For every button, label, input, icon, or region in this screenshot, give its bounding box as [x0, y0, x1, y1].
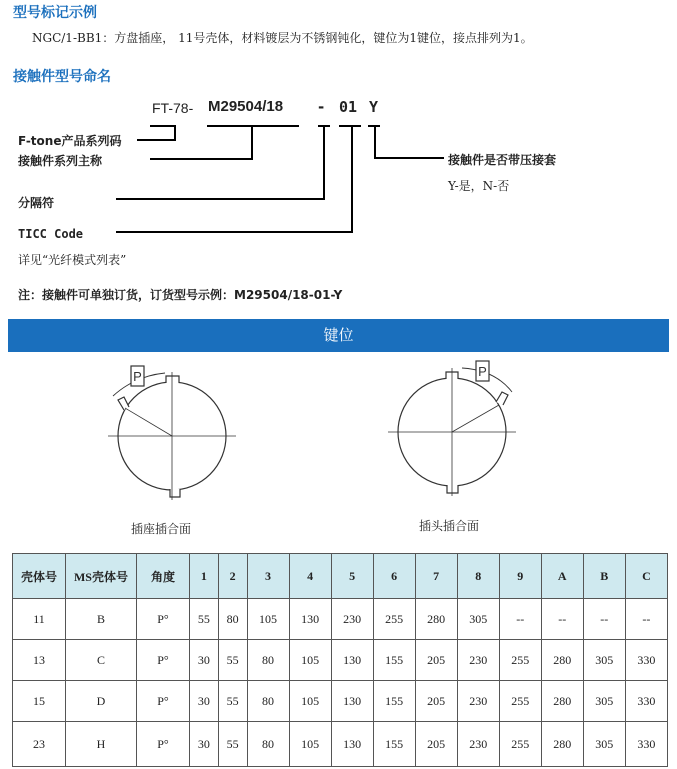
table-cell: 80 — [218, 599, 247, 640]
table-cell: 330 — [625, 722, 667, 767]
label-ticc-note: 详见“光纤模式列表” — [18, 253, 127, 267]
col-angle: 角度 — [137, 554, 190, 599]
col-key-6: 6 — [373, 554, 415, 599]
table-cell: 105 — [289, 640, 331, 681]
col-key-8: 8 — [457, 554, 499, 599]
col-key-5: 5 — [331, 554, 373, 599]
table-cell: 305 — [583, 640, 625, 681]
table-row — [13, 599, 668, 640]
table-cell: 205 — [415, 640, 457, 681]
table-cell: 255 — [499, 681, 541, 722]
table-row — [13, 640, 668, 681]
table-cell: 80 — [247, 640, 289, 681]
table-cell: 105 — [289, 722, 331, 767]
col-key-7: 7 — [415, 554, 457, 599]
plug-caption: 插头插合面 — [419, 519, 480, 533]
table-cell: -- — [625, 599, 667, 640]
col-shell-size: 壳体号 — [13, 554, 66, 599]
plug-angle-marker: P — [478, 364, 487, 379]
table-row — [13, 722, 668, 767]
plug-diagram — [388, 361, 516, 496]
table-cell: C — [66, 640, 137, 681]
table-cell: 30 — [190, 640, 219, 681]
keying-banner: 键位 — [8, 319, 669, 352]
label-ftone-series: F-tone产品系列码 — [18, 134, 122, 148]
table-cell: 255 — [499, 640, 541, 681]
table-cell: 155 — [373, 640, 415, 681]
col-key-2: 2 — [218, 554, 247, 599]
table-cell: 280 — [415, 599, 457, 640]
table-cell: 230 — [457, 722, 499, 767]
table-cell: P° — [137, 640, 190, 681]
table-cell: -- — [583, 599, 625, 640]
table-cell: 305 — [583, 681, 625, 722]
table-cell: 55 — [218, 640, 247, 681]
table-cell: 330 — [625, 640, 667, 681]
keying-angle-table — [12, 553, 668, 767]
table-cell: 11 — [13, 599, 66, 640]
code-suffix: Y — [369, 98, 379, 116]
table-cell: 130 — [331, 640, 373, 681]
table-cell: 30 — [190, 681, 219, 722]
table-cell: 55 — [218, 722, 247, 767]
table-cell: 15 — [13, 681, 66, 722]
table-cell: 230 — [331, 599, 373, 640]
table-cell: 255 — [373, 599, 415, 640]
table-cell: H — [66, 722, 137, 767]
table-cell: 23 — [13, 722, 66, 767]
table-cell: 305 — [583, 722, 625, 767]
table-cell: D — [66, 681, 137, 722]
table-cell: P° — [137, 681, 190, 722]
table-cell: 155 — [373, 722, 415, 767]
col-key-4: 4 — [289, 554, 331, 599]
table-cell: 255 — [499, 722, 541, 767]
model-example-text: NGC/1-BB1：方盘插座， 11号壳体，材料镀层为不锈钢钝化，键位为1键位，接点排列为1。 — [32, 31, 533, 45]
table-cell: 205 — [415, 681, 457, 722]
receptacle-diagram — [108, 366, 236, 500]
table-cell: P° — [137, 722, 190, 767]
table-cell: 205 — [415, 722, 457, 767]
code-dash: - — [318, 98, 325, 116]
table-cell: 305 — [457, 599, 499, 640]
col-ms-shell-size: MS壳体号 — [66, 554, 137, 599]
model-example-title: 型号标记示例 — [13, 5, 97, 21]
label-crimp-sleeve: 接触件是否带压接套 — [448, 153, 557, 167]
table-cell: 55 — [190, 599, 219, 640]
order-note: 注：接触件可单独订货，订货型号示例：M29504/18-01-Y — [18, 288, 343, 302]
col-key-9: 9 — [499, 554, 541, 599]
code-number: 01 — [339, 98, 358, 116]
label-ticc-code: TICC Code — [18, 227, 84, 241]
col-key-1: 1 — [190, 554, 219, 599]
code-main: M29504/18 — [208, 98, 284, 115]
contact-naming-title: 接触件型号命名 — [13, 69, 111, 85]
receptacle-caption: 插座插合面 — [131, 522, 192, 536]
table-cell: 13 — [13, 640, 66, 681]
col-key-b: B — [583, 554, 625, 599]
receptacle-angle-marker: P — [133, 369, 142, 384]
table-cell: 80 — [247, 681, 289, 722]
table-cell: 130 — [331, 722, 373, 767]
table-cell: -- — [541, 599, 583, 640]
label-crimp-note: Y-是，N-否 — [448, 179, 510, 193]
table-header-row — [13, 554, 668, 599]
table-cell: -- — [499, 599, 541, 640]
table-cell: P° — [137, 599, 190, 640]
table-cell: 105 — [289, 681, 331, 722]
label-contact-series: 接触件系列主称 — [18, 154, 103, 168]
col-key-3: 3 — [247, 554, 289, 599]
table-row — [13, 681, 668, 722]
table-cell: 280 — [541, 681, 583, 722]
table-cell: 130 — [289, 599, 331, 640]
table-cell: 330 — [625, 681, 667, 722]
col-key-c: C — [625, 554, 667, 599]
table-cell: 30 — [190, 722, 219, 767]
table-cell: B — [66, 599, 137, 640]
table-cell: 130 — [331, 681, 373, 722]
table-cell: 280 — [541, 722, 583, 767]
table-cell: 155 — [373, 681, 415, 722]
table-cell: 105 — [247, 599, 289, 640]
code-prefix: FT-78- — [152, 100, 194, 116]
table-cell: 230 — [457, 640, 499, 681]
table-cell: 230 — [457, 681, 499, 722]
table-cell: 280 — [541, 640, 583, 681]
table-cell: 55 — [218, 681, 247, 722]
label-separator: 分隔符 — [18, 196, 55, 210]
table-cell: 80 — [247, 722, 289, 767]
col-key-a: A — [541, 554, 583, 599]
